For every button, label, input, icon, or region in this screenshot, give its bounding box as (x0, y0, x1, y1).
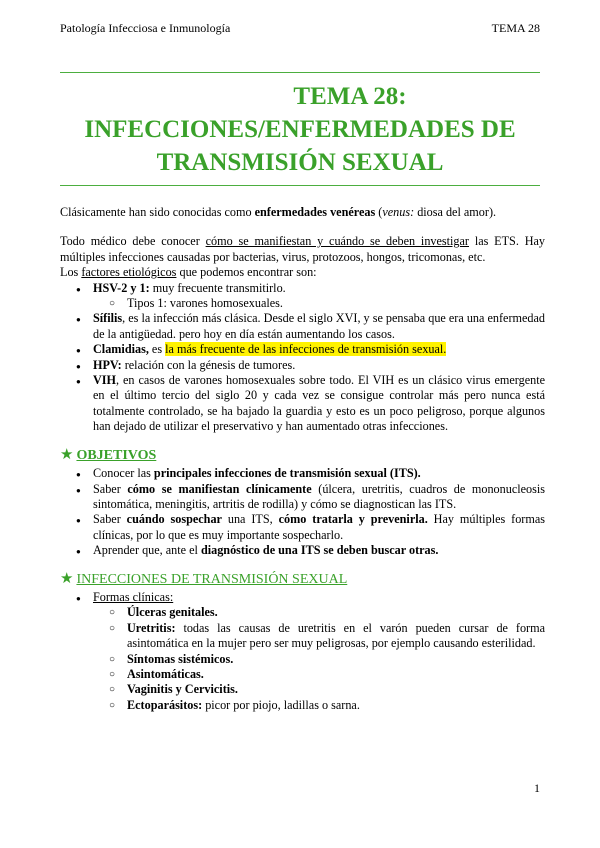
para3-text: Los (60, 265, 82, 280)
item-text: Aprender que, ante el (93, 543, 201, 558)
title-line-3: TRANSMISIÓN SEXUAL (156, 149, 444, 176)
objetivos-list (60, 466, 545, 558)
list-item (127, 621, 545, 652)
header-course: Patología Infecciosa e Inmunología (60, 21, 231, 35)
item-text: picor por piojo, ladillas o sarna. (202, 697, 360, 712)
list-item (93, 358, 545, 373)
intro-italic: venus: (382, 205, 415, 219)
intro-paren: ( (375, 205, 383, 219)
page-number: 1 (534, 781, 540, 795)
list-item (93, 482, 545, 513)
list-item (127, 652, 545, 667)
section-heading-objetivos (60, 448, 545, 463)
highlighted-text: la más frecuente de las infecciones de transmisión sexual. (165, 342, 447, 357)
para2-end: las ETS. Hay múltiples infecciones causadas por bacterias, virus, protozoos, hongos, tricomonas, etc. (60, 234, 546, 264)
list-item (93, 281, 545, 312)
item-text: Saber (93, 512, 127, 527)
its-list (60, 590, 545, 713)
star-icon: ★ (60, 446, 74, 463)
header-topic: TEMA 28 (491, 21, 540, 35)
item-bold: cómo se manifiestan clínicamente (127, 481, 312, 496)
intro-paragraph (60, 205, 545, 220)
item-bold: Ectoparásitos: (127, 697, 203, 712)
sublist (93, 296, 545, 311)
item-bold: HPV: (93, 357, 122, 372)
item-bold: HSV-2 y 1: (93, 280, 150, 295)
intro-end: diosa del amor). (414, 205, 497, 219)
item-bold: cómo tratarla y prevenirla. (278, 512, 428, 527)
document-body (60, 205, 545, 713)
item-text: es (148, 342, 166, 357)
item-text: , es la infección más clásica. Desde el siglo XVI, y se pensaba que era una enfermedad de la antigüedad. pero hoy en día están aumentando los casos. (93, 311, 545, 341)
item-text: Conocer las (93, 466, 154, 481)
list-item (93, 543, 545, 558)
section-heading-text: INFECCIONES DE TRANSMISIÓN SEXUAL (76, 571, 348, 587)
intro-bold: enfermedades venéreas (254, 205, 376, 219)
para3-end: que podemos encontrar son: (176, 265, 317, 280)
document-title (60, 80, 540, 179)
item-bold: Clamidias, (93, 342, 149, 357)
item-bold: diagnóstico de una ITS se deben buscar otras. (200, 543, 439, 558)
item-text: relación con la génesis de tumores. (121, 357, 296, 372)
item-bold: Vaginitis y Cervicitis. (127, 682, 238, 697)
item-bold: Úlceras genitales. (127, 605, 218, 620)
item-text: muy frecuente transmitirlo. (149, 280, 286, 295)
list-item (127, 605, 545, 620)
para2-text: Todo médico debe conocer (60, 234, 206, 249)
title-line-1: TEMA 28: (293, 83, 407, 110)
list-item (127, 682, 545, 697)
item-text: Saber (93, 481, 128, 496)
item-bold: Uretritis: (127, 620, 176, 635)
item-bold: Asintomáticas. (127, 666, 204, 681)
item-bold: Síntomas sistémicos. (127, 651, 234, 666)
item-bold: principales infecciones de transmisión sexual (ITS). (153, 466, 421, 481)
item-text: una ITS, (221, 512, 279, 527)
para3-underline: factores etiológicos (81, 265, 177, 280)
paragraph-ets (60, 234, 545, 265)
para2-underline: cómo se manifiestan y cuándo se deben investigar (205, 234, 469, 249)
item-bold: VIH (93, 373, 117, 388)
item-text: , en casos de varones homosexuales sobre todo. El VIH es un clásico virus emergente en el último tercio del siglo 20 y cada vez se consigue controlar más pero nunca está totalmente controlado, se ha bajado la guardia y esto es un poco peligroso, porque algunos han dejado de utilizar el preservativo y han aumentado otras infecciones. (93, 373, 545, 434)
item-text: Hay múltiples formas clínicas, por lo que es muy importante sospecharlo. (93, 512, 545, 542)
item-text: todas las causas de uretritis en el varón pueden cursar de forma asintomática en la mujer pero ser muy peligrosas, por ejemplo causando esterilidad. (127, 620, 545, 651)
list-item (93, 466, 545, 481)
list-item (93, 512, 545, 543)
title-rule-bottom (60, 185, 540, 186)
list-item (93, 590, 545, 713)
page-header (60, 21, 540, 37)
paragraph-etiology (60, 265, 545, 280)
list-item (93, 373, 545, 435)
star-icon: ★ (60, 570, 74, 587)
title-line-2: INFECCIONES/ENFERMEDADES DE (84, 116, 516, 143)
list-item: ○ Tipos 1: varones homosexuales. (127, 296, 545, 311)
title-rule-top (60, 72, 540, 73)
list-item (93, 342, 545, 357)
item-text: (úlcera, uretritis, cuadros de mononucleosis sintomática, meningitis, artritis de rodilla) y cómo se diagnostican las ITS. (93, 481, 546, 511)
list-item (127, 698, 545, 713)
sublist (93, 605, 545, 713)
list-item (93, 311, 545, 342)
list-item (127, 667, 545, 682)
section-heading-text: OBJETIVOS (76, 447, 157, 463)
item-bold: Sífilis (93, 311, 123, 326)
item-text: Formas clínicas: (93, 589, 174, 604)
item-bold: cuándo sospechar (126, 512, 222, 527)
section-heading-its (60, 572, 545, 587)
intro-text: Clásicamente han sido conocidas como (60, 205, 255, 219)
etiology-list (60, 281, 545, 435)
